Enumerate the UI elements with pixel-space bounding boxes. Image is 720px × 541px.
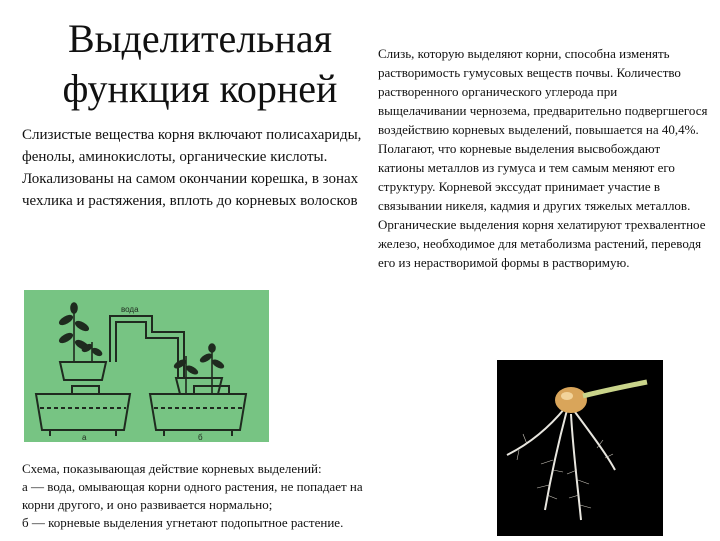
title-line-1: Выделительная bbox=[67, 16, 333, 61]
seed-photo-svg bbox=[497, 360, 663, 536]
title-line-2: функция корней bbox=[62, 66, 338, 111]
germinating-seed-photo bbox=[497, 360, 663, 536]
diagram-svg bbox=[24, 290, 269, 442]
right-paragraph: Слизь, которую выделяют корни, способна изменять растворимость гумусовых веществ почвы. Количество растворенного органического углерода при выщелачивании чернозема, предварительно подвергшегося воздействию корневых выделений, повышается на 40,4%. Полагают, что корневые выделения высвобождают катионы металлов из гумуса и тем самым меняют его структуру. Корневой экссудат принимает участие в связывании никеля, кадмия и других тяжелых металлов. Органические выделения корня хелатируют трехвалентное железо, необходимое для метаболизма растений, переводя его из нерастворимой формы в растворимую. bbox=[378, 46, 708, 270]
caption-line-3: корни другого, и оно развивается нормально; bbox=[22, 497, 273, 512]
root-exudate-diagram bbox=[24, 290, 269, 442]
water-label: вода bbox=[121, 305, 139, 314]
left-paragraph: Слизистые вещества корня включают полисахариды, фенолы, аминокислоты, органические кислоты. Локализованы на самом окончании корешка, в зонах чехлика и растяжения, вплоть до корневых волосков bbox=[22, 127, 362, 209]
caption-line-4: б — корневые выделения угнетают подопытное растение. bbox=[22, 515, 344, 530]
label-a: а bbox=[82, 433, 87, 442]
slide-title bbox=[40, 14, 360, 114]
seed bbox=[555, 387, 587, 413]
caption-line-1: Схема, показывающая действие корневых выделений: bbox=[22, 461, 322, 476]
caption-line-2: а — вода, омывающая корни одного растения, не попадает на bbox=[22, 479, 363, 494]
figure-caption bbox=[22, 460, 462, 532]
label-b: б bbox=[198, 433, 203, 442]
